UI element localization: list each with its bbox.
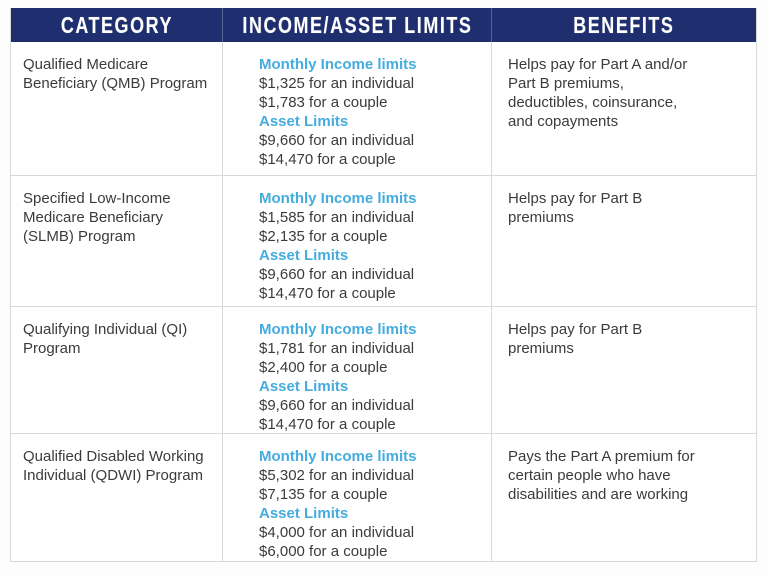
income-individual-value: $5,302 for an individual (259, 467, 415, 484)
monthly-income-limits-label: Monthly Income limits (259, 321, 417, 338)
income-individual-value: $1,585 for an individual (259, 209, 415, 226)
asset-couple-value: $14,470 for a couple (259, 151, 396, 168)
category-cell (11, 176, 223, 306)
income-couple-value: $1,783 for a couple (259, 94, 388, 111)
header-cell-benefits (492, 8, 756, 42)
benefits-cell (492, 176, 756, 306)
income-couple-value: $2,400 for a couple (259, 359, 388, 376)
program-name: Qualifying Individual (QI) Program (23, 321, 188, 357)
benefits-cell (492, 434, 756, 561)
asset-individual-value: $9,660 for an individual (259, 397, 415, 414)
benefits-description: Helps pay for Part A and/or Part B premiums, deductibles, coinsurance, and copayments (508, 56, 688, 130)
benefits-cell (492, 42, 756, 175)
income-asset-cell (223, 434, 492, 561)
program-name: Qualified Medicare Beneficiary (QMB) Program (23, 56, 208, 92)
monthly-income-limits-label: Monthly Income limits (259, 190, 417, 207)
header-label-benefits: BENEFITS (573, 11, 675, 38)
table-row-qmb (11, 42, 756, 175)
income-couple-value: $2,135 for a couple (259, 228, 388, 245)
header-cell-category (11, 8, 223, 42)
benefits-description: Pays the Part A premium for certain people who have disabilities and are working (508, 448, 695, 503)
asset-individual-value: $9,660 for an individual (259, 132, 415, 149)
asset-limits-label: Asset Limits (259, 247, 349, 264)
income-asset-cell (223, 42, 492, 175)
asset-couple-value: $14,470 for a couple (259, 285, 396, 302)
program-name: Qualified Disabled Working Individual (QDWI) Program (23, 448, 204, 484)
benefits-cell (492, 307, 756, 434)
benefits-description: Helps pay for Part B premiums (508, 321, 643, 357)
benefits-description: Helps pay for Part B premiums (508, 190, 643, 226)
header-label-category: CATEGORY (60, 11, 173, 38)
monthly-income-limits-label: Monthly Income limits (259, 448, 417, 465)
income-couple-value: $7,135 for a couple (259, 486, 388, 503)
asset-individual-value: $9,660 for an individual (259, 266, 415, 283)
header-label-income-asset-limits: INCOME/ASSET LIMITS (242, 11, 472, 38)
category-cell (11, 307, 223, 434)
asset-limits-label: Asset Limits (259, 378, 349, 395)
asset-limits-label: Asset Limits (259, 505, 349, 522)
asset-limits-label: Asset Limits (259, 113, 349, 130)
table-row-slmb (11, 175, 756, 306)
header-cell-income-asset-limits (223, 8, 492, 42)
asset-individual-value: $4,000 for an individual (259, 524, 415, 541)
table-row-qi (11, 306, 756, 433)
asset-couple-value: $6,000 for a couple (259, 543, 388, 560)
asset-couple-value: $14,470 for a couple (259, 416, 396, 433)
medicare-programs-table (10, 8, 757, 562)
income-individual-value: $1,781 for an individual (259, 340, 415, 357)
income-asset-cell (223, 176, 492, 306)
monthly-income-limits-label: Monthly Income limits (259, 56, 417, 73)
table-row-qdwi (11, 433, 756, 561)
income-individual-value: $1,325 for an individual (259, 75, 415, 92)
income-asset-cell (223, 307, 492, 434)
table-header-row (11, 8, 756, 42)
category-cell (11, 42, 223, 175)
program-name: Specified Low-Income Medicare Beneficiary (SLMB) Program (23, 190, 171, 245)
category-cell (11, 434, 223, 561)
